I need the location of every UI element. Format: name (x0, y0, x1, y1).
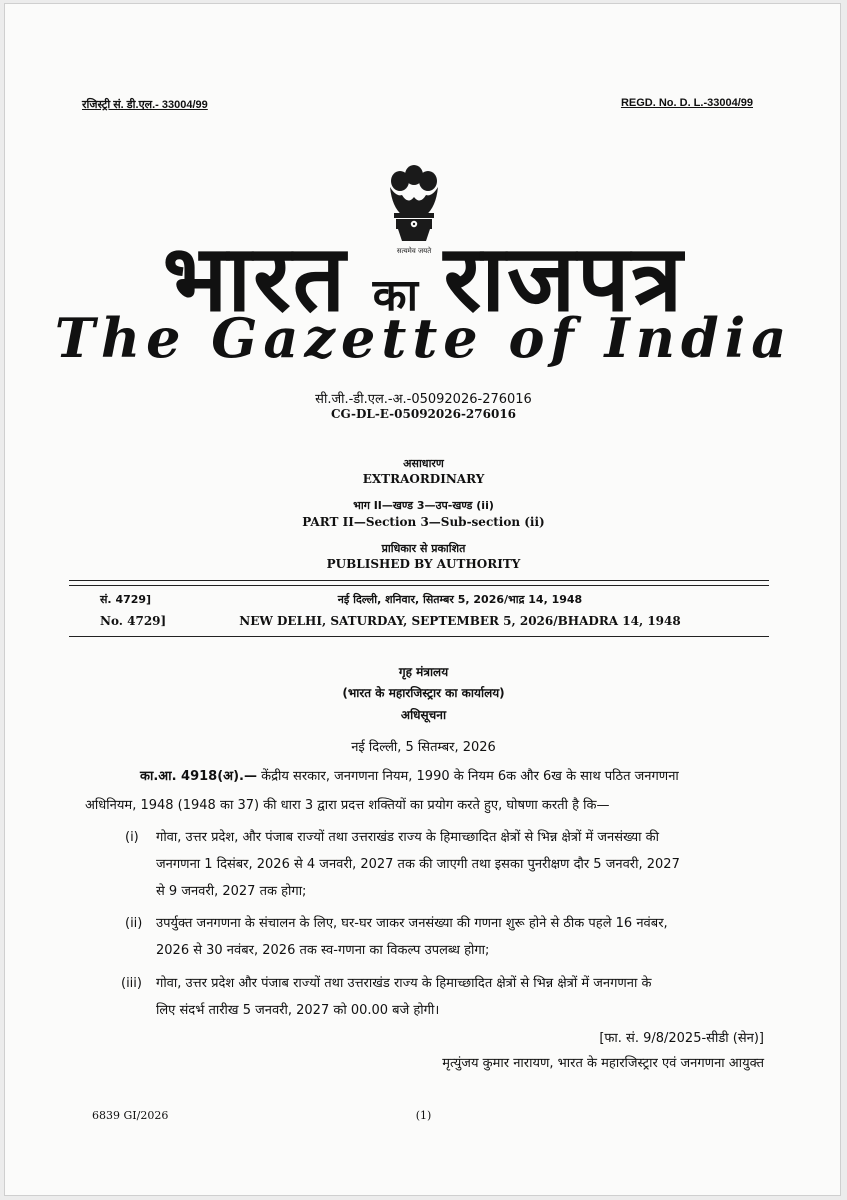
footer-code: 6839 GI/2026 (92, 1109, 169, 1122)
masthead-hindi-rajpatra: राजपत्र (443, 225, 685, 332)
list-item (156, 910, 776, 964)
list-item (156, 824, 776, 905)
item-line: 2026 से 30 नवंबर, 2026 तक स्व-गणना का विकल्प उपलब्ध होगा; (156, 943, 490, 958)
masthead-hindi-bharat: भारत (162, 225, 348, 332)
so-number: का.आ. 4918(अ).— (140, 769, 257, 784)
notification-place-date: नई दिल्ली, 5 सितम्बर, 2026 (351, 740, 496, 755)
item-number: (ii) (125, 916, 143, 931)
authority-hindi: प्राधिकार से प्रकाशित (381, 542, 466, 555)
item-line: गोवा, उत्तर प्रदेश और पंजाब राज्यों तथा उत्तराखंड राज्य के हिमाच्छादित क्षेत्रों से भिन्न क्षेत्रों में जनगणना के (156, 976, 652, 991)
part-hindi: भाग II—खण्ड 3—उप-खण्ड (ii) (353, 499, 494, 512)
registration-number-english: REGD. No. D. L.-33004/99 (620, 97, 753, 109)
top-rule-2 (69, 585, 769, 586)
item-number: (i) (125, 830, 139, 845)
item-line: जनगणना 1 दिसंबर, 2026 से 4 जनवरी, 2027 तक की जाएगी तथा इसका पुनरीक्षण दौर 5 जनवरी, 2027 (156, 857, 680, 872)
gazette-page (4, 3, 841, 1196)
bottom-rule (69, 636, 769, 637)
item-line: से 9 जनवरी, 2027 तक होगा; (156, 884, 307, 899)
authority-english: PUBLISHED BY AUTHORITY (326, 557, 521, 571)
list-item (156, 970, 776, 1024)
ministry-name: गृह मंत्रालय (398, 665, 449, 679)
masthead-hindi-ka: का (372, 270, 418, 321)
file-number: [फा. सं. 9/8/2025-सीडी (सेन)] (599, 1031, 764, 1046)
intro-line-1 (140, 766, 780, 788)
page-number: (1) (415, 1109, 432, 1122)
intro-line-2: अधिनियम, 1948 (1948 का 37) की धारा 3 द्वारा प्रदत्त शक्तियों का प्रयोग करते हुए, घोषणा करती है कि— (85, 798, 610, 813)
notification-heading: अधिसूचना (400, 708, 447, 722)
issue-number-hindi: सं. 4729] (100, 593, 152, 606)
item-number: (iii) (121, 976, 142, 991)
registration-number-hindi: रजिस्ट्री सं. डी.एल.- 33004/99 (82, 99, 208, 111)
cg-code-english: CG-DL-E-05092026-276016 (330, 407, 517, 421)
extraordinary-english: EXTRAORDINARY (362, 472, 485, 486)
part-english: PART II—Section 3—Sub-section (ii) (302, 515, 545, 529)
item-line: लिए संदर्भ तारीख 5 जनवरी, 2027 को 00.00 बजे होगी। (156, 1003, 440, 1018)
cg-code-hindi: सी.जी.-डी.एल.-अ.-05092026-276016 (315, 392, 532, 407)
extraordinary-hindi: असाधारण (403, 457, 444, 470)
emblem-motto: सत्यमेव जयते (396, 247, 432, 255)
issue-date-hindi: नई दिल्ली, शनिवार, सितम्बर 5, 2026/भाद्र 14, 1948 (337, 593, 583, 606)
office-name: (भारत के महारजिस्ट्रार का कार्यालय) (342, 686, 505, 700)
issue-number-english: No. 4729] (100, 614, 167, 628)
intro-text-1: केंद्रीय सरकार, जनगणना नियम, 1990 के नियम 6क और 6ख के साथ पठित जनगणना (256, 769, 679, 784)
issue-date-english: NEW DELHI, SATURDAY, SEPTEMBER 5, 2026/BHADRA 14, 1948 (239, 614, 681, 628)
item-line: उपर्युक्त जनगणना के संचालन के लिए, घर-घर जाकर जनसंख्या की गणना शुरू होने से ठीक पहले 16 नवंबर, (156, 916, 668, 931)
signatory: मृत्युंजय कुमार नारायण, भारत के महारजिस्ट्रार एवं जनगणना आयुक्त (442, 1056, 764, 1071)
item-line: गोवा, उत्तर प्रदेश, और पंजाब राज्यों तथा उत्तराखंड राज्य के हिमाच्छादित क्षेत्रों से भिन्न क्षेत्रों में जनसंख्या की (156, 830, 660, 845)
top-rule (69, 580, 769, 581)
masthead-english: The Gazette of India (54, 306, 793, 370)
